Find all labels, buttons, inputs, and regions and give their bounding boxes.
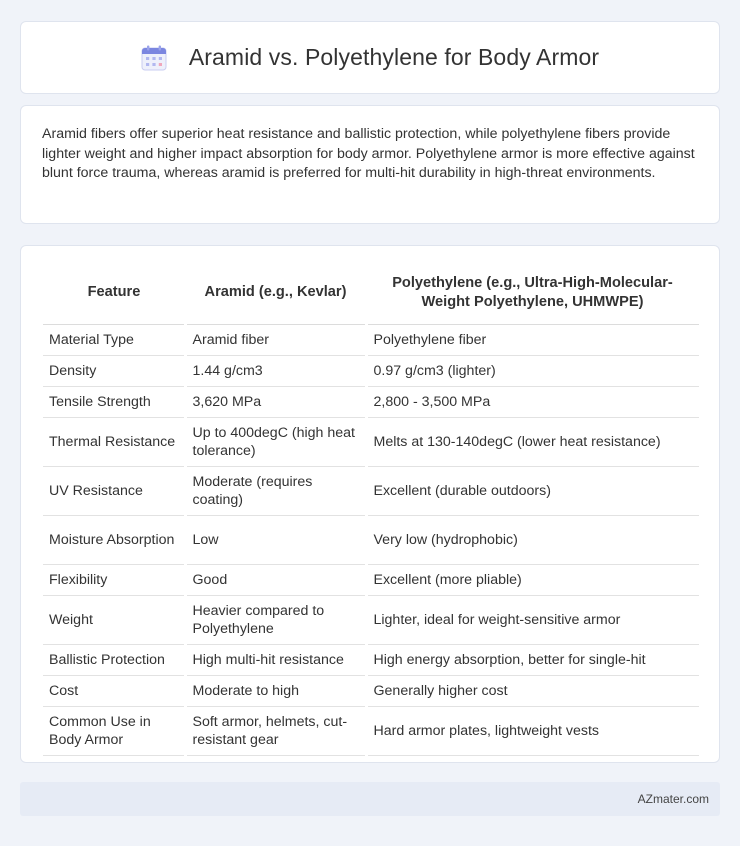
summary-card xyxy=(20,105,720,224)
feature-cell: Cost xyxy=(43,675,185,706)
polyethylene-cell: Melts at 130-140degC (lower heat resistance) xyxy=(366,417,699,466)
table-row xyxy=(43,466,699,515)
aramid-cell: Up to 400degC (high heat tolerance) xyxy=(185,417,366,466)
table-header-row xyxy=(43,262,699,324)
footer xyxy=(20,782,720,816)
feature-cell: Flexibility xyxy=(43,564,185,595)
polyethylene-cell: Lighter, ideal for weight-sensitive armor xyxy=(366,595,699,644)
polyethylene-cell: Polyethylene fiber xyxy=(366,324,699,355)
table-row xyxy=(43,595,699,644)
feature-cell: UV Resistance xyxy=(43,466,185,515)
aramid-cell: Good xyxy=(185,564,366,595)
table-row xyxy=(43,324,699,355)
polyethylene-cell: 0.97 g/cm3 (lighter) xyxy=(366,355,699,386)
polyethylene-cell: High energy absorption, better for single-hit xyxy=(366,644,699,675)
table-row xyxy=(43,706,699,755)
table-row xyxy=(43,386,699,417)
polyethylene-cell: Generally higher cost xyxy=(366,675,699,706)
aramid-cell: Heavier compared to Polyethylene xyxy=(185,595,366,644)
polyethylene-cell: 2,800 - 3,500 MPa xyxy=(366,386,699,417)
aramid-cell: Aramid fiber xyxy=(185,324,366,355)
table-row xyxy=(43,564,699,595)
feature-cell: Ballistic Protection xyxy=(43,644,185,675)
aramid-cell: Low xyxy=(185,515,366,564)
calendar-icon xyxy=(141,45,167,71)
feature-cell: Thermal Resistance xyxy=(43,417,185,466)
aramid-cell: 3,620 MPa xyxy=(185,386,366,417)
polyethylene-cell: Excellent (more pliable) xyxy=(366,564,699,595)
feature-cell: Density xyxy=(43,355,185,386)
feature-cell: Moisture Absorption xyxy=(43,515,185,564)
title-card xyxy=(20,21,720,94)
aramid-cell: Moderate (requires coating) xyxy=(185,466,366,515)
feature-cell: Common Use in Body Armor xyxy=(43,706,185,755)
feature-cell: Weight xyxy=(43,595,185,644)
table-row xyxy=(43,355,699,386)
feature-cell: Tensile Strength xyxy=(43,386,185,417)
header-aramid: Aramid (e.g., Kevlar) xyxy=(185,262,366,324)
aramid-cell: 1.44 g/cm3 xyxy=(185,355,366,386)
table-row xyxy=(43,417,699,466)
header-feature: Feature xyxy=(43,262,185,324)
aramid-cell: Moderate to high xyxy=(185,675,366,706)
comparison-table xyxy=(43,262,699,756)
aramid-cell: Soft armor, helmets, cut-resistant gear xyxy=(185,706,366,755)
summary-text: Aramid fibers offer superior heat resistance and ballistic protection, while polyethylene fibers provide lighter weight and higher impact absorption for body armor. Polyethylene armor is more effective against blunt force trauma, whereas aramid is preferred for multi-hit durability in high-threat environments. xyxy=(42,126,695,182)
page-title: Aramid vs. Polyethylene for Body Armor xyxy=(188,44,600,70)
table-row xyxy=(43,644,699,675)
polyethylene-cell: Excellent (durable outdoors) xyxy=(366,466,699,515)
polyethylene-cell: Hard armor plates, lightweight vests xyxy=(366,706,699,755)
header-polyethylene: Polyethylene (e.g., Ultra-High-Molecular-Weight Polyethylene, UHMWPE) xyxy=(366,262,699,324)
feature-cell: Material Type xyxy=(43,324,185,355)
table-row xyxy=(43,675,699,706)
table-row xyxy=(43,515,699,564)
polyethylene-cell: Very low (hydrophobic) xyxy=(366,515,699,564)
footer-brand[interactable]: AZmater.com xyxy=(637,792,709,806)
aramid-cell: High multi-hit resistance xyxy=(185,644,366,675)
comparison-table-card xyxy=(20,245,720,763)
